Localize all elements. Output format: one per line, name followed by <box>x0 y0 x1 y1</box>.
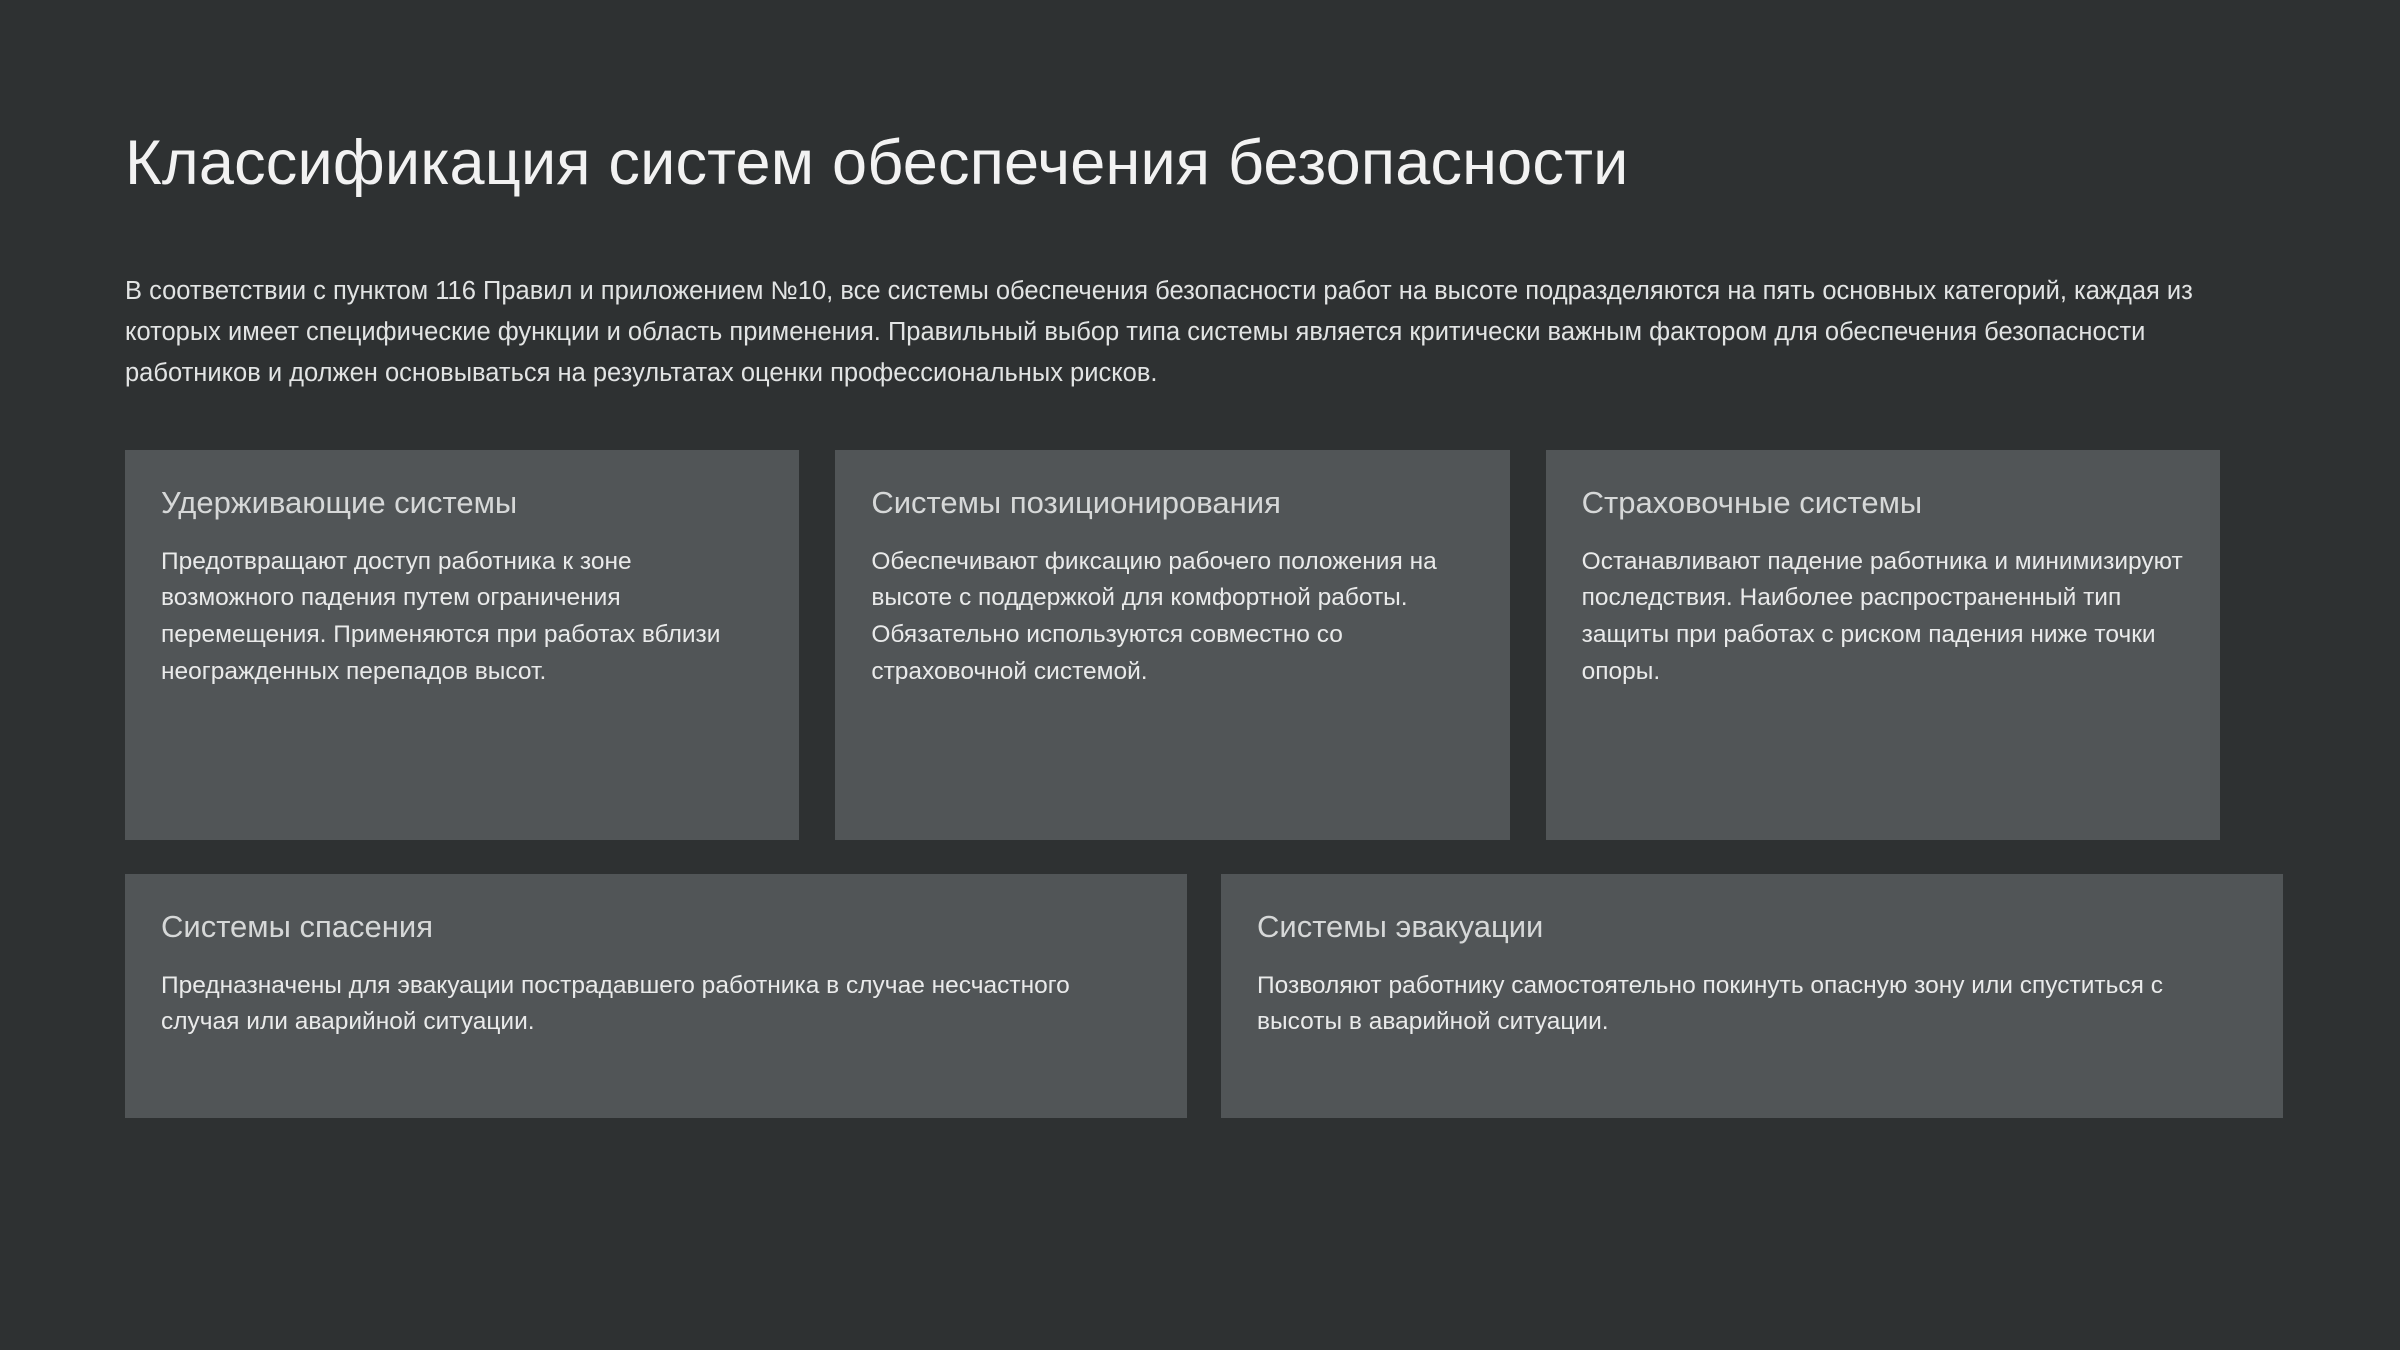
card-text: Предназначены для эвакуации пострадавшего работника в случае несчастного случая или аварийной ситуации. <box>161 971 1070 1036</box>
intro-paragraph: В соответствии с пунктом 116 Правил и приложением №10, все системы обеспечения безопасности работ на высоте подразделяются на пять основных категорий, каждая из которых имеет специфические функции и область применения. Правильный выбор типа системы является критически важным фактором для обеспечения безопасности работников и должен основываться на результатах оценки профессиональных рисков. <box>125 276 2193 388</box>
page-title: Классификация систем обеспечения безопасности <box>125 128 1629 198</box>
systems-cards-row-two <box>125 874 2220 1118</box>
card-text: Предотвращают доступ работника к зоне возможного падения путем ограничения перемещения. Применяются при работах вблизи неогражденных перепадов высот. <box>161 547 721 685</box>
card-title: Удерживающие системы <box>161 485 518 521</box>
card-text: Обеспечивают фиксацию рабочего положения на высоте с поддержкой для комфортной работы. Обязательно используются совместно со страховочной системой. <box>871 547 1437 685</box>
card-evacuation-systems <box>1221 874 2283 1118</box>
card-restraint-systems <box>125 450 799 840</box>
card-title: Системы спасения <box>161 909 433 945</box>
card-title: Страховочные системы <box>1581 485 1923 521</box>
card-fall-arrest-systems <box>1546 450 2220 840</box>
card-rescue-systems <box>125 874 1187 1118</box>
card-title: Системы позиционирования <box>871 485 1281 521</box>
card-text: Позволяют работнику самостоятельно покинуть опасную зону или спуститься с высоты в аварийной ситуации. <box>1257 971 2163 1036</box>
card-title: Системы эвакуации <box>1257 909 1544 945</box>
card-text: Останавливают падение работника и минимизируют последствия. Наиболее распространенный тип защиты при работах с риском падения ниже точки опоры. <box>1581 547 2183 685</box>
card-positioning-systems <box>835 450 1509 840</box>
systems-cards-row-one <box>125 450 2220 840</box>
